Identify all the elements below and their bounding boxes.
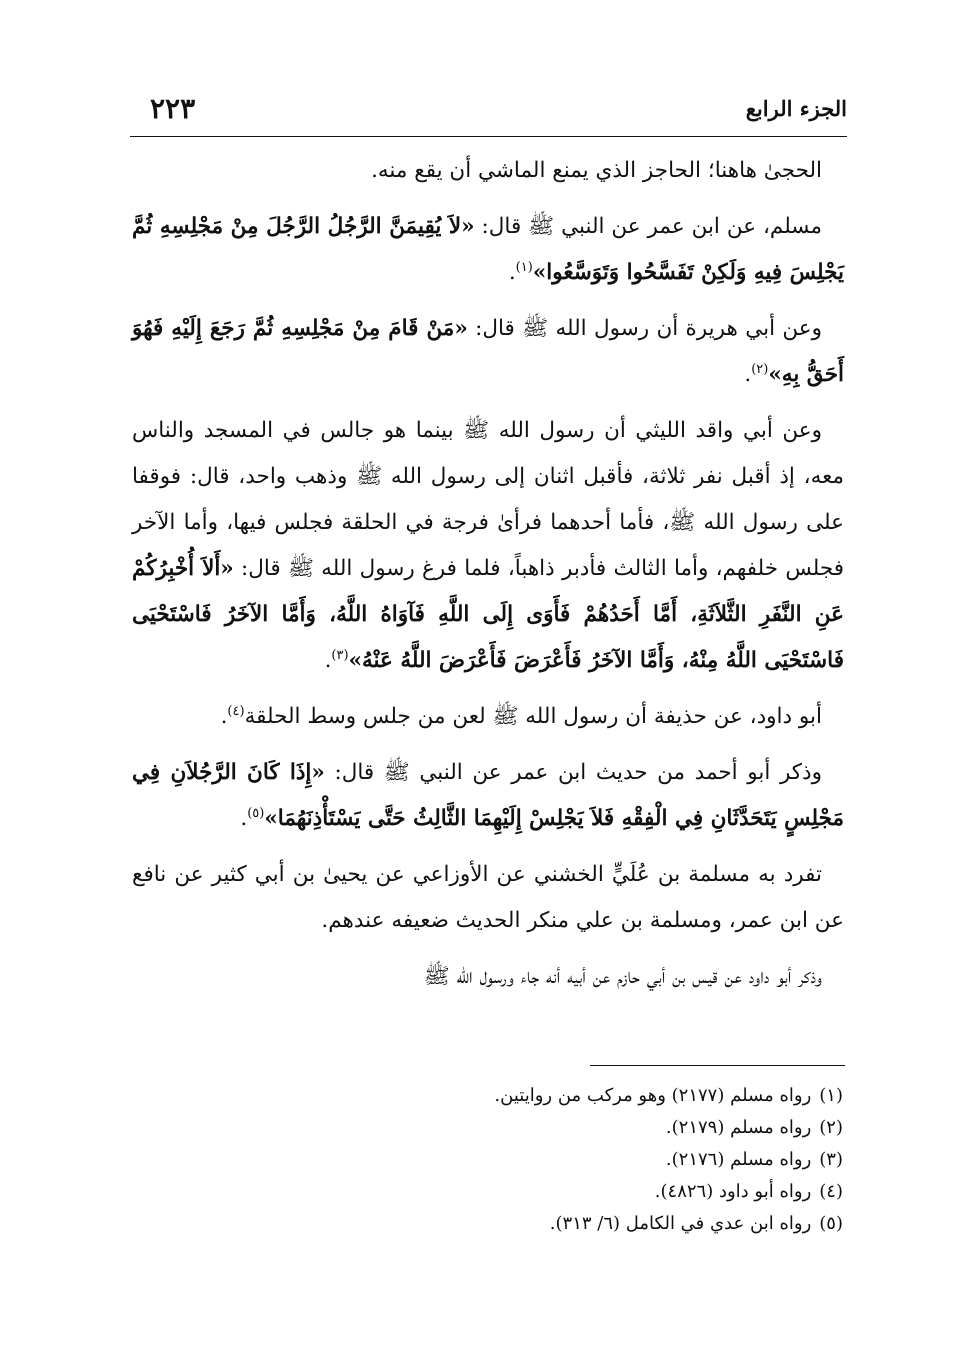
paragraph-text: . [744,362,752,387]
paragraph-text: وعن أبي واقد الليثي أن رسول الله ﷺ بينما هو جالس في المسجد والناس معه، إذ أقبل نفر ثلاثة، فأقبل اثنان إلى رسول الله ﷺ وذهب واحد، قال: فوقفا على رسول الله ﷺ، فأما أحدهما فرأىٰ فرجة في الحلقة فجلس فيها، وأما الآخر فجلس خلفهم، وأما الثالث فأدبر ذاهباً، فلما فرغ رسول الله ﷺ قال: [132,418,844,581]
page-header [130,92,847,132]
paragraph-text: . [508,260,516,285]
paragraph-text: . [240,806,248,831]
footnote-item [343,1144,843,1176]
paragraph-text: تفرد به مسلمة بن عُلَيٍّ الخشني عن الأوزاعي عن يحيىٰ بن أبي كثير عن نافع عن ابن عمر، ومسلمة بن علي منكر الحديث ضعيفه عندهم. [132,862,844,933]
body-paragraph [132,852,844,944]
paragraph-text: مسلم، عن ابن عمر عن النبي ﷺ قال: [474,214,823,239]
header-rule [130,136,847,137]
footnote-rule [590,1065,845,1066]
footnote-text: رواه مسلم (٢١٧٩). [665,1117,812,1138]
footnote-reference: (٥) [247,805,265,821]
hadith-quote: «مَنْ قَامَ مِنْ مَجْلِسِهِ ثُمَّ رَجَعَ إِلَيْهِ فَهُوَ أَحَقُّ بِهِ» [132,316,844,387]
footnote-item [343,1112,843,1144]
paragraph-text: . [324,648,332,673]
footnote-item [343,1208,843,1240]
footnote-text: رواه مسلم (٢١٧٧) وهو مركب من روايتين. [494,1085,812,1106]
footnote-item [343,1080,843,1112]
paragraph-text: وعن أبي هريرة أن رسول الله ﷺ قال: [467,316,822,341]
body-paragraph [132,306,844,398]
body-paragraph [132,954,844,1000]
paragraph-text: الحجىٰ هاهنا؛ الحاجز الذي يمنع الماشي أن يقع منه. [371,158,822,183]
paragraph-text: وذكر أبو أحمد من حديث ابن عمر عن النبي ﷺ قال: [324,760,823,785]
body-paragraph [132,750,844,842]
paragraph-text: . [220,704,228,729]
page-number: ٢٢٣ [150,92,196,125]
footnote-text: رواه مسلم (٢١٧٦). [665,1149,812,1170]
paragraph-text: وذكر أبو داود عن قيس بن أبي حازم عن أبيه أنه جاء ورسول الله ﷺ [423,964,822,989]
footnote-marker: (٢) [819,1117,843,1138]
body-paragraph [132,204,844,296]
footnote-marker: (٣) [819,1149,843,1170]
hadith-quote: «إِذَا كَانَ الرَّجُلاَنِ فِي مَجْلِسٍ يَتَحَدَّثَانِ فِي الْفِقْهِ فَلاَ يَجْلِسْ إِلَيْهِمَا الثَّالِثُ حَتَّى يَسْتَأْذِنَهُمَا» [132,760,844,831]
hadith-quote: «لاَ يُقِيمَنَّ الرَّجُلُ الرَّجُلَ مِنْ مَجْلِسِهِ ثُمَّ يَجْلِسَ فِيهِ وَلَكِنْ تَفَسَّحُوا وَتَوَسَّعُوا» [132,214,844,285]
body-paragraph [132,148,844,194]
footnote-reference: (٢) [751,361,769,377]
footnote-text: رواه أبو داود (٤٨٢٦). [654,1181,812,1202]
footnote-reference: (١) [515,259,533,275]
paragraph-text: أبو داود، عن حذيفة أن رسول الله ﷺ لعن من جلس وسط الحلقة [244,704,822,729]
footnote-reference: (٤) [227,703,245,719]
hadith-quote: «أَلاَ أُخْبِرُكُمْ عَنِ النَّفَرِ الثَّلاَثَةِ، أَمَّا أَحَدُهُمْ فَأَوَى إِلَى اللَّهِ فَآوَاهُ اللَّهُ، وَأَمَّا الآخَرُ فَاسْتَحْيَى فَاسْتَحْيَى اللَّهُ مِنْهُ، وَأَمَّا الآخَرُ فَأَعْرَضَ فَأَعْرَضَ اللَّهُ عَنْهُ» [132,556,844,673]
footnote-reference: (٣) [331,647,349,663]
footnotes [343,1080,843,1240]
footnote-marker: (١) [819,1085,843,1106]
footnote-item [343,1176,843,1208]
body-paragraph [132,694,844,740]
footnote-text: رواه ابن عدي في الكامل (٦/ ٣١٣). [549,1213,812,1234]
main-text [132,148,844,1010]
header-title: الجزء الرابع [745,96,847,121]
body-paragraph [132,408,844,684]
footnote-marker: (٥) [819,1213,843,1234]
footnote-marker: (٤) [819,1181,843,1202]
